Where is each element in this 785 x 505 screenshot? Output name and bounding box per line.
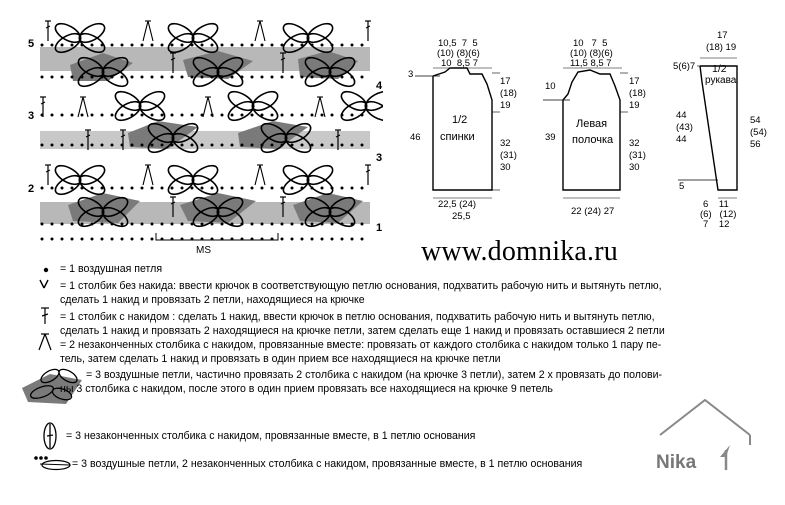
chain-dot [321, 44, 324, 47]
chain-dot [291, 114, 294, 117]
chain-dot [341, 187, 344, 190]
back-side: 32 (31) 30 [500, 138, 517, 173]
chain-dot [81, 144, 84, 147]
front-top-3: 11,5 8,5 7 [570, 58, 612, 69]
chain-dot [261, 76, 264, 79]
chain-dot [121, 238, 124, 241]
chain-dot [61, 223, 64, 226]
chain-dot [91, 187, 94, 190]
front-top-1: 10 7 5 [573, 38, 608, 49]
chain-dot [261, 144, 264, 147]
back-shoulder-drop: 3 [408, 69, 414, 80]
chain-dot [261, 223, 264, 226]
chain-dot [251, 238, 254, 241]
legend-puff: = 3 незаконченных столбика с накидом, провязанные вместе, в 1 петлю основания [66, 430, 476, 442]
chain-dot [221, 238, 224, 241]
chain-dot [71, 238, 74, 241]
chain-dot [311, 144, 314, 147]
chain-dot [221, 114, 224, 117]
chain-dot [191, 223, 194, 226]
chain-dot [91, 223, 94, 226]
chain-dot [251, 144, 254, 147]
legend-dc-2: сделать 1 накид и провязать 2 находящиеся на крючке петли, затем сделать еще 1 накид и провязать оставшиеся 2 петли [60, 325, 665, 337]
sleeve-bottom-3: 7 12 [703, 219, 730, 230]
chain-dot [341, 238, 344, 241]
chain-dot [321, 223, 324, 226]
chain-dot [171, 238, 174, 241]
chain-dot [261, 44, 264, 47]
legend-dc2tog-2: тель, затем сделать 1 накид и провязать в один прием все находящиеся на крючке петли [60, 353, 501, 365]
row-label-left: 5 [28, 38, 35, 50]
chain-dot [221, 76, 224, 79]
chain-dot [251, 44, 254, 47]
legend-sc-1: = 1 столбик без накида: ввести крючок в соответствующую петлю основания, подхватить рабочую нить и вытянуть петлю, [60, 280, 662, 292]
chain-dot [121, 223, 124, 226]
front-bottom-width: 22 (24) 27 [571, 206, 615, 217]
chain-dot [341, 76, 344, 79]
chain-dot [201, 223, 204, 226]
chain-dot [101, 144, 104, 147]
chain-dot [191, 187, 194, 190]
chain-dot [51, 223, 54, 226]
chain-dot [291, 238, 294, 241]
chain-dot [291, 44, 294, 47]
chain-dot [161, 114, 164, 117]
back-top-1: 10,5 7 5 [438, 38, 478, 49]
chain-dot [141, 223, 144, 226]
chain-dot [161, 223, 164, 226]
chain-dot [91, 144, 94, 147]
chain-dot [331, 223, 334, 226]
chain-dot [271, 223, 274, 226]
chain-dot [271, 114, 274, 117]
chain-dot [271, 76, 274, 79]
chain-dot [111, 76, 114, 79]
chain-dot [121, 144, 124, 147]
sleeve-top-1: 17 [717, 30, 728, 41]
chain-dot [41, 223, 44, 226]
front-total-height: 39 [545, 132, 556, 143]
chain-dot [41, 187, 44, 190]
chain-dot [201, 44, 204, 47]
back-bottom-width-2: 25,5 [452, 211, 471, 222]
chain-dot [181, 144, 184, 147]
chain-dot [301, 114, 304, 117]
chain-dot [231, 76, 234, 79]
chain-dot [311, 223, 314, 226]
chain-dot [321, 144, 324, 147]
chain-dot [111, 144, 114, 147]
chain-dot [231, 144, 234, 147]
chain-dot [171, 187, 174, 190]
chain-dot [71, 187, 74, 190]
chain-dot [361, 114, 364, 117]
chain-dot [341, 144, 344, 147]
chain-dot [271, 238, 274, 241]
sleeve-title-1: 1/2 [712, 63, 727, 75]
chain-dot [61, 114, 64, 117]
chain-dot [91, 114, 94, 117]
chain-dot [361, 223, 364, 226]
chain-dot [51, 238, 54, 241]
back-title-1: 1/2 [452, 114, 468, 126]
chain-dot [201, 144, 204, 147]
chain-dot [201, 76, 204, 79]
chain-dot [241, 238, 244, 241]
chain-dot [71, 223, 74, 226]
row-label-right: 3 [376, 152, 383, 164]
chain-dot [281, 114, 284, 117]
chain-dot [321, 114, 324, 117]
chain-dot [251, 114, 254, 117]
sleeve-title-2: рукава [705, 75, 737, 86]
sleeve-bottom-1: 6 11 [703, 199, 729, 210]
chain-dot [111, 223, 114, 226]
chain-dot [101, 238, 104, 241]
chain-dot [211, 114, 214, 117]
chain-dot [151, 223, 154, 226]
chain-dot [161, 44, 164, 47]
chain-dot [101, 76, 104, 79]
chain-dot [111, 187, 114, 190]
chain-dot [141, 114, 144, 117]
chain-dot [311, 76, 314, 79]
chain-dot [61, 44, 64, 47]
chain-dot [51, 114, 54, 117]
chain-dot [121, 114, 124, 117]
chain-dot [351, 76, 354, 79]
chain-dot [121, 76, 124, 79]
sleeve-bottom-2: (6) (12) [700, 209, 737, 220]
chain-dot [191, 76, 194, 79]
chain-dot [131, 144, 134, 147]
chain-dot [61, 144, 64, 147]
chain-dot [331, 144, 334, 147]
chain-dot [101, 44, 104, 47]
chain-dot [281, 187, 284, 190]
chain-dot [71, 76, 74, 79]
chain-dot [201, 114, 204, 117]
chain-dot [71, 44, 74, 47]
front-side: 32 (31) 30 [629, 138, 646, 173]
chain-dot [171, 223, 174, 226]
chain-dot [201, 187, 204, 190]
chain-dot [211, 44, 214, 47]
sleeve-top-2: (18) 19 [706, 42, 737, 53]
chain-dot [321, 187, 324, 190]
chain-dot [311, 44, 314, 47]
legend-cluster-1: = 3 воздушные петли, частично провязать 2 столбика с накидом (на крючке 3 петли), затем 2 х провязать до полови- [86, 369, 663, 381]
chain-dot [71, 144, 74, 147]
chain-dot [81, 238, 84, 241]
chain-dot [341, 114, 344, 117]
chain-dot [41, 238, 44, 241]
chain-dot [71, 114, 74, 117]
chain-dot [271, 187, 274, 190]
chain-dot [201, 238, 204, 241]
chain-dot [281, 223, 284, 226]
chain-dot [81, 187, 84, 190]
chain-dot [261, 238, 264, 241]
chain-dot [361, 44, 364, 47]
sleeve-outer: 54 (54) 56 [750, 115, 767, 150]
chain-dot [241, 44, 244, 47]
chain-dot [281, 44, 284, 47]
chain-dot [211, 187, 214, 190]
chain-dot [91, 238, 94, 241]
chain-symbol [44, 268, 48, 272]
chain-dot [161, 238, 164, 241]
chain-dot [321, 76, 324, 79]
sleeve-inner: 44 (43) 44 [676, 110, 693, 145]
chain-dot [271, 144, 274, 147]
back-armhole: 17 (18) 19 [500, 76, 517, 111]
dc2tog-symbol [39, 334, 51, 350]
front-top-2: (10) (8)(6) [570, 48, 613, 59]
chain-dot [141, 44, 144, 47]
ch-puff-symbol [34, 456, 70, 469]
nika-logo-text: Nika [656, 452, 697, 473]
chain-dot [351, 114, 354, 117]
back-outline [433, 68, 492, 190]
chain-dot [301, 223, 304, 226]
chain-dot [131, 114, 134, 117]
chain-dot [211, 238, 214, 241]
sleeve-cap: 5(6)7 [673, 61, 696, 72]
chain-dot [101, 114, 104, 117]
chain-dot [281, 76, 284, 79]
chain-dot [301, 144, 304, 147]
chain-dot [351, 144, 354, 147]
chain-dots [28, 15, 383, 245]
chain-dot [151, 44, 154, 47]
chain-dot [81, 44, 84, 47]
chain-dot [171, 144, 174, 147]
chain-dot [181, 76, 184, 79]
sc-symbol [40, 280, 48, 288]
chain-dot [241, 223, 244, 226]
chain-dot [41, 144, 44, 147]
chain-dot [91, 76, 94, 79]
chain-dot [301, 187, 304, 190]
front-title-2: полочка [572, 134, 614, 146]
chain-dot [211, 76, 214, 79]
chain-dot [181, 44, 184, 47]
chain-dot [211, 144, 214, 147]
chain-dot [161, 76, 164, 79]
chain-dot [351, 238, 354, 241]
row-label-right: 4 [376, 80, 383, 92]
chain-dot [231, 187, 234, 190]
chain-dot [111, 238, 114, 241]
chain-dot [241, 114, 244, 117]
back-top-3: 10 8,5 7 [441, 58, 479, 69]
chain-dot [331, 187, 334, 190]
chain-dot [141, 144, 144, 147]
legend-dc-1: = 1 столбик с накидом : сделать 1 накид, ввести крючок в петлю основания, подхватить рабочую нить и вытянуть петлю, [60, 311, 655, 323]
front-title-1: Левая [576, 118, 608, 130]
back-total-height: 46 [410, 132, 421, 143]
chain-dot [311, 238, 314, 241]
chain-dot [141, 76, 144, 79]
chain-dot [221, 187, 224, 190]
chain-dot [191, 144, 194, 147]
chain-dot [171, 114, 174, 117]
chain-dot [211, 223, 214, 226]
chain-dot [81, 223, 84, 226]
chain-dot [331, 76, 334, 79]
chain-dot [51, 76, 54, 79]
chain-dot [181, 223, 184, 226]
chain-dot [291, 223, 294, 226]
chain-dot [221, 144, 224, 147]
legend-ch-puff: = 3 воздушные петли, 2 незаконченных столбика с накидом, провязанные вместе, в 1 петлю основания [72, 458, 583, 470]
back-bottom-width: 22,5 (24) [438, 199, 477, 210]
chain-dot [191, 44, 194, 47]
chain-dot [241, 187, 244, 190]
chain-dot [301, 238, 304, 241]
chain-dot [151, 187, 154, 190]
chain-dot [151, 76, 154, 79]
chain-dot [291, 144, 294, 147]
legend-cluster-2: ны 3 столбика с накидом, после этого в один прием провязать все находящиеся на крючке 9 петель [60, 383, 553, 395]
chain-dot [121, 44, 124, 47]
chain-dot [61, 238, 64, 241]
chain-dot [101, 223, 104, 226]
chain-dot [331, 238, 334, 241]
chain-dot [51, 187, 54, 190]
chain-dot [171, 76, 174, 79]
chain-dot [151, 238, 154, 241]
chain-dot [351, 44, 354, 47]
chain-dot [301, 76, 304, 79]
front-outline [563, 70, 620, 190]
chain-dot [261, 187, 264, 190]
chain-dot [131, 44, 134, 47]
repeat-label: MS [196, 245, 211, 256]
legend-dc2tog-1: = 2 незаконченных столбика с накидом, провязанные вместе: провязать от каждого столбика с накидом только 1 пару пе- [60, 339, 662, 351]
row-label-right: 1 [376, 222, 383, 234]
chain-dot [101, 187, 104, 190]
chain-dot [231, 114, 234, 117]
chain-dot [351, 223, 354, 226]
chain-dot [331, 114, 334, 117]
chain-dot [161, 187, 164, 190]
chain-dot [131, 223, 134, 226]
chain-dot [171, 44, 174, 47]
chain-dot [251, 76, 254, 79]
chain-dot [241, 76, 244, 79]
row-label-left: 3 [28, 110, 35, 122]
chain-dot [251, 187, 254, 190]
front-armhole: 17 (18) 19 [629, 76, 646, 111]
chain-dot [281, 238, 284, 241]
chain-dot [231, 44, 234, 47]
chain-dot [341, 44, 344, 47]
chain-dot [51, 144, 54, 147]
chain-dot [311, 114, 314, 117]
chain-dot [61, 76, 64, 79]
sleeve-cuff-height: 5 [679, 181, 685, 192]
chain-dot [341, 223, 344, 226]
chain-dot [231, 223, 234, 226]
chain-dot [231, 238, 234, 241]
puff-symbol [44, 423, 56, 449]
chain-dot [141, 187, 144, 190]
dc-symbol [41, 308, 49, 324]
chain-dot [181, 187, 184, 190]
chain-dot [111, 44, 114, 47]
site-url: www.domnika.ru [421, 236, 618, 267]
chain-dot [81, 76, 84, 79]
chain-dot [51, 44, 54, 47]
chain-dot [61, 187, 64, 190]
chain-dot [361, 144, 364, 147]
chain-dot [181, 114, 184, 117]
chain-dot [221, 44, 224, 47]
chain-dot [251, 223, 254, 226]
chain-dot [311, 187, 314, 190]
chain-dot [41, 76, 44, 79]
chain-dot [331, 44, 334, 47]
chain-dot [131, 187, 134, 190]
chain-dot [361, 187, 364, 190]
chain-dot [151, 144, 154, 147]
back-title-2: спинки [440, 131, 475, 143]
chain-dot [191, 238, 194, 241]
chain-dot [181, 238, 184, 241]
chain-dot [361, 76, 364, 79]
chain-dot [291, 76, 294, 79]
chain-dot [131, 76, 134, 79]
chain-dot [191, 114, 194, 117]
chain-dot [351, 187, 354, 190]
back-top-2: (10) (8)(6) [437, 48, 480, 59]
legend-chain: = 1 воздушная петля [60, 263, 163, 275]
chain-dot [131, 238, 134, 241]
chain-dot [321, 238, 324, 241]
chain-dot [41, 44, 44, 47]
legend-sc-2: сделать 1 накид и провязать 2 петли, находящиеся на крючке [60, 294, 365, 306]
front-neck-drop: 10 [545, 81, 556, 92]
chain-dot [361, 238, 364, 241]
chain-dot [301, 44, 304, 47]
chain-dot [291, 187, 294, 190]
chain-dot [241, 144, 244, 147]
chain-dot [81, 114, 84, 117]
chain-dot [161, 144, 164, 147]
chain-dot [281, 144, 284, 147]
chain-dot [111, 114, 114, 117]
chain-dot [91, 44, 94, 47]
chain-dot [261, 114, 264, 117]
row-label-left: 2 [28, 183, 35, 195]
chain-dot [141, 238, 144, 241]
chain-dot [221, 223, 224, 226]
chain-dot [41, 114, 44, 117]
chain-dot [271, 44, 274, 47]
chain-dot [151, 114, 154, 117]
chain-dot [121, 187, 124, 190]
